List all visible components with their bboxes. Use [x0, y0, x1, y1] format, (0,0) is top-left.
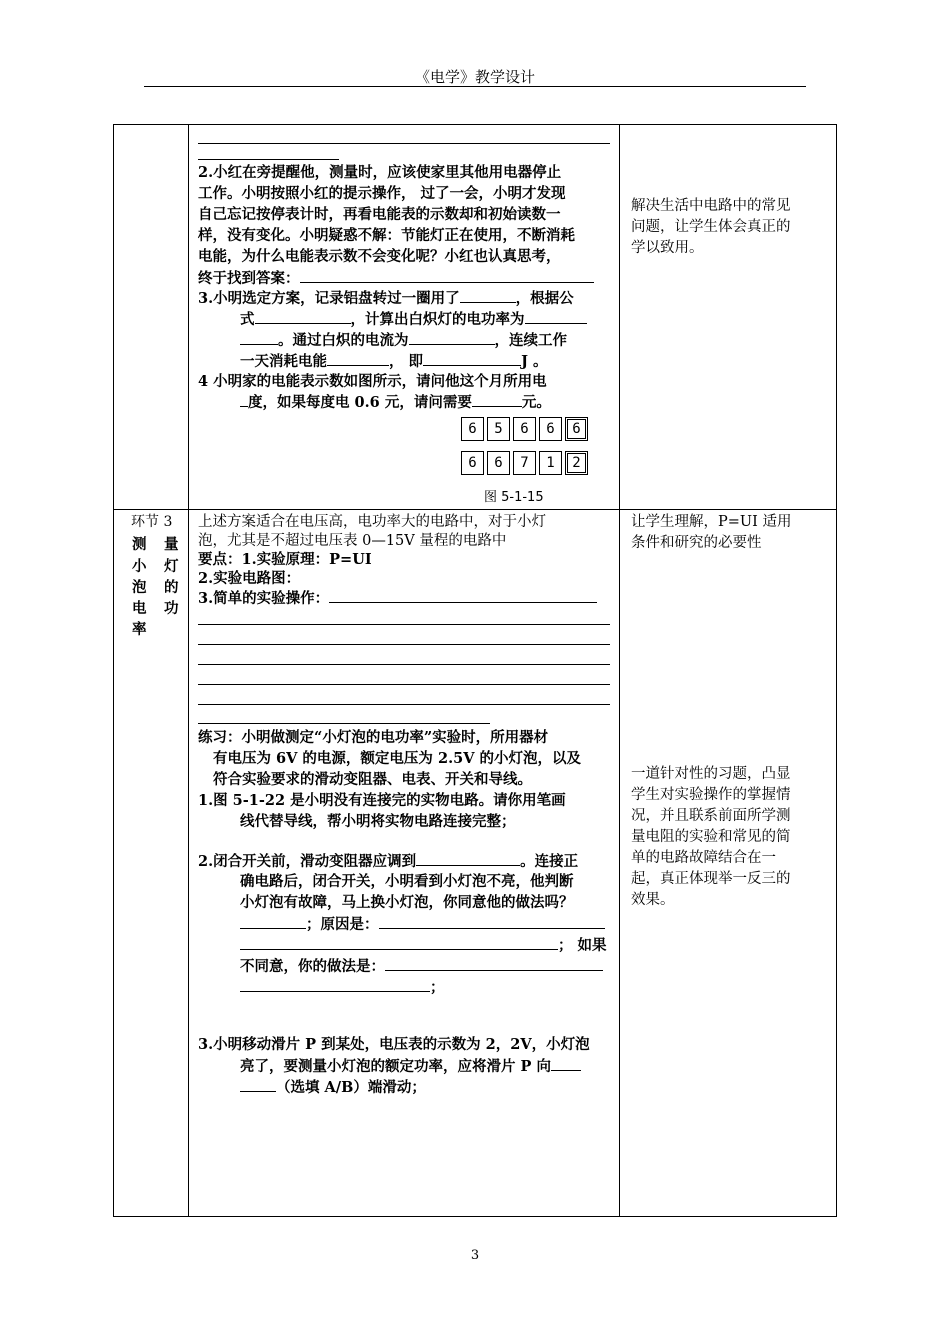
- blank: [423, 351, 521, 366]
- meter-digit: 6: [461, 417, 484, 441]
- section-title-char: 灯: [164, 558, 179, 575]
- column-divider-2: [619, 125, 620, 1216]
- section-title-char: 测: [132, 536, 147, 553]
- item4-line: 4 小明家的电能表示数如图所示，请问他这个月所用电: [198, 373, 547, 390]
- blank: [255, 309, 351, 324]
- question-2: [198, 851, 578, 872]
- item3-text: 式: [240, 311, 255, 328]
- item3-text: ，根据公: [515, 290, 574, 307]
- question-2-text: ； 如果: [558, 937, 607, 954]
- blank: [551, 1056, 581, 1071]
- item3-text: 3.小明选定方案，记录铝盘转过一圈用了: [198, 290, 460, 307]
- item3-text: 。通过白炽的电流为: [278, 332, 409, 349]
- blank: [379, 914, 605, 929]
- blank: [409, 330, 495, 345]
- section-title-char: 小: [132, 558, 147, 575]
- design-note: 解决生活中电路中的常见问题，让学生体会真正的学以致用。: [631, 198, 791, 256]
- meter-digit: 6: [461, 451, 484, 475]
- blank: [300, 268, 594, 283]
- figure-caption: 图 5-1-15: [484, 490, 544, 505]
- blank: [329, 588, 597, 603]
- blank: [240, 977, 430, 992]
- meter-reading-2: [461, 451, 591, 475]
- section-title-char: 功: [164, 600, 179, 617]
- row-divider: [114, 509, 836, 510]
- answer-line: [198, 723, 490, 724]
- question-1: 线代替导线，帮小明将实物电路连接完整；: [240, 813, 516, 830]
- item3-line: [198, 288, 574, 309]
- question-2: [240, 977, 445, 998]
- key-point: [198, 588, 597, 609]
- design-note: 一道针对性的习题，凸显学生对实验操作的掌握情况，并且联系前面所学测量电阻的实验和常见的简单的电路故障结合在一起，真正体现举一反三的效果。: [631, 766, 791, 908]
- meter-digit: 1: [539, 451, 562, 475]
- section-title-char: 的: [164, 579, 179, 596]
- section-label: 环节 3: [131, 514, 173, 530]
- item3-text: 一天消耗电能: [240, 353, 327, 370]
- blank: [327, 351, 389, 366]
- page-number: 3: [470, 1248, 480, 1263]
- item3-line: [240, 309, 587, 330]
- blank: [240, 935, 558, 950]
- section-title-char: 电: [132, 600, 147, 617]
- answer-line: [198, 684, 610, 685]
- column-divider-1: [188, 125, 189, 1216]
- item2-line: 2.小红在旁提醒他，测量时，应该使家里其他用电器停止: [198, 164, 562, 181]
- meter-digit: 6: [513, 417, 536, 441]
- meter-reading-1: [461, 417, 591, 441]
- key-point: 2.实验电路图：: [198, 570, 301, 587]
- question-2: 小灯泡有故障，马上换小灯泡，你同意他的做法吗？: [240, 894, 574, 911]
- section-title-char: 率: [132, 621, 147, 638]
- item3-line: [240, 351, 547, 372]
- question-2: [240, 935, 607, 956]
- item3-text: ， 即: [389, 353, 424, 370]
- page-header-title: 《电学》教学设计: [414, 68, 535, 86]
- blank: [385, 956, 603, 971]
- section-title-char: 泡: [132, 579, 147, 596]
- section-title-char: 量: [164, 536, 179, 553]
- question-1: 1.图 5-1-22 是小明没有连接完的实物电路。请你用笔画: [198, 792, 566, 809]
- question-3: 3.小明移动滑片 P 到某处，电压表的示数为 2，2V，小灯泡: [198, 1036, 590, 1053]
- question-2-text: 不同意，你的做法是：: [240, 958, 385, 975]
- meter-digit-decimal: 2: [565, 451, 588, 475]
- blank: [416, 851, 520, 866]
- question-2-text: ；: [430, 979, 445, 996]
- blank: [240, 914, 306, 929]
- item2-line: 工作。小明按照小红的提示操作， 过了一会，小明才发现: [198, 185, 566, 202]
- blank: [240, 1077, 276, 1092]
- item4-line: [240, 392, 551, 413]
- item2-line-answer: [198, 268, 594, 289]
- blank: [460, 288, 516, 303]
- item3-line: [240, 330, 567, 351]
- item4-text: 度，如果每度电 0.6 元，请问需要: [248, 394, 472, 411]
- header-rule: [144, 86, 806, 87]
- item2-line: 自己忘记按停表计时，再看电能表的示数却和初始读数一: [198, 206, 561, 223]
- item2-answer-label: 终于找到答案：: [198, 270, 300, 287]
- practice-line: 符合实验要求的滑动变阻器、电表、开关和导线。: [213, 771, 532, 788]
- answer-line: [198, 624, 610, 625]
- meter-digit: 6: [487, 451, 510, 475]
- question-2: [240, 914, 605, 935]
- item3-text: ，连续工作: [494, 332, 567, 349]
- meter-digit-decimal: 6: [565, 417, 588, 441]
- answer-line: [198, 159, 339, 160]
- question-2-text: 。连接正: [520, 853, 579, 870]
- question-3-text: 亮了，要测量小灯泡的额定功率，应将滑片 P 向: [240, 1058, 551, 1075]
- blank: [240, 330, 278, 345]
- practice-line: 练习：小明做测定“小灯泡的电功率”实验时，所用器材: [198, 729, 549, 746]
- answer-line: [198, 704, 610, 705]
- blank: [240, 392, 248, 407]
- item3-text: ，计算出白炽灯的电功率为: [350, 311, 525, 328]
- question-2: [240, 956, 603, 977]
- answer-line: [198, 644, 610, 645]
- intro-line: 泡，尤其是不超过电压表 0—15V 量程的电路中: [198, 533, 507, 549]
- blank: [525, 309, 587, 324]
- meter-digit: 5: [487, 417, 510, 441]
- key-point-text: 3.简单的实验操作：: [198, 590, 330, 607]
- design-note: 让学生理解，P=UI 适用条件和研究的必要性: [631, 514, 792, 551]
- question-2: 确电路后，闭合开关，小明看到小灯泡不亮，他判断: [240, 873, 574, 890]
- question-3: [240, 1056, 581, 1077]
- answer-line: [198, 143, 610, 144]
- question-3: [240, 1077, 426, 1098]
- item3-text: J 。: [521, 353, 548, 370]
- intro-line: 上述方案适合在电压高，电功率大的电路中，对于小灯: [198, 514, 546, 530]
- meter-digit: 6: [539, 417, 562, 441]
- question-2-text: ；原因是：: [306, 916, 379, 933]
- question-2-text: 2.闭合开关前，滑动变阻器应调到: [198, 853, 417, 870]
- question-3-text: （选填 A/B）端滑动；: [276, 1079, 426, 1096]
- item2-line: 样，没有变化。小明疑惑不解：节能灯正在使用，不断消耗: [198, 227, 575, 244]
- item4-text: 元。: [521, 394, 551, 411]
- meter-digit: 7: [513, 451, 536, 475]
- item2-line: 电能，为什么电能表示数不会变化呢？小红也认真思考，: [198, 248, 561, 265]
- key-point: 要点：1.实验原理：P=UI: [198, 551, 372, 568]
- practice-line: 有电压为 6V 的电源，额定电压为 2.5V 的小灯泡，以及: [213, 750, 582, 767]
- answer-line: [198, 664, 610, 665]
- blank: [472, 392, 522, 407]
